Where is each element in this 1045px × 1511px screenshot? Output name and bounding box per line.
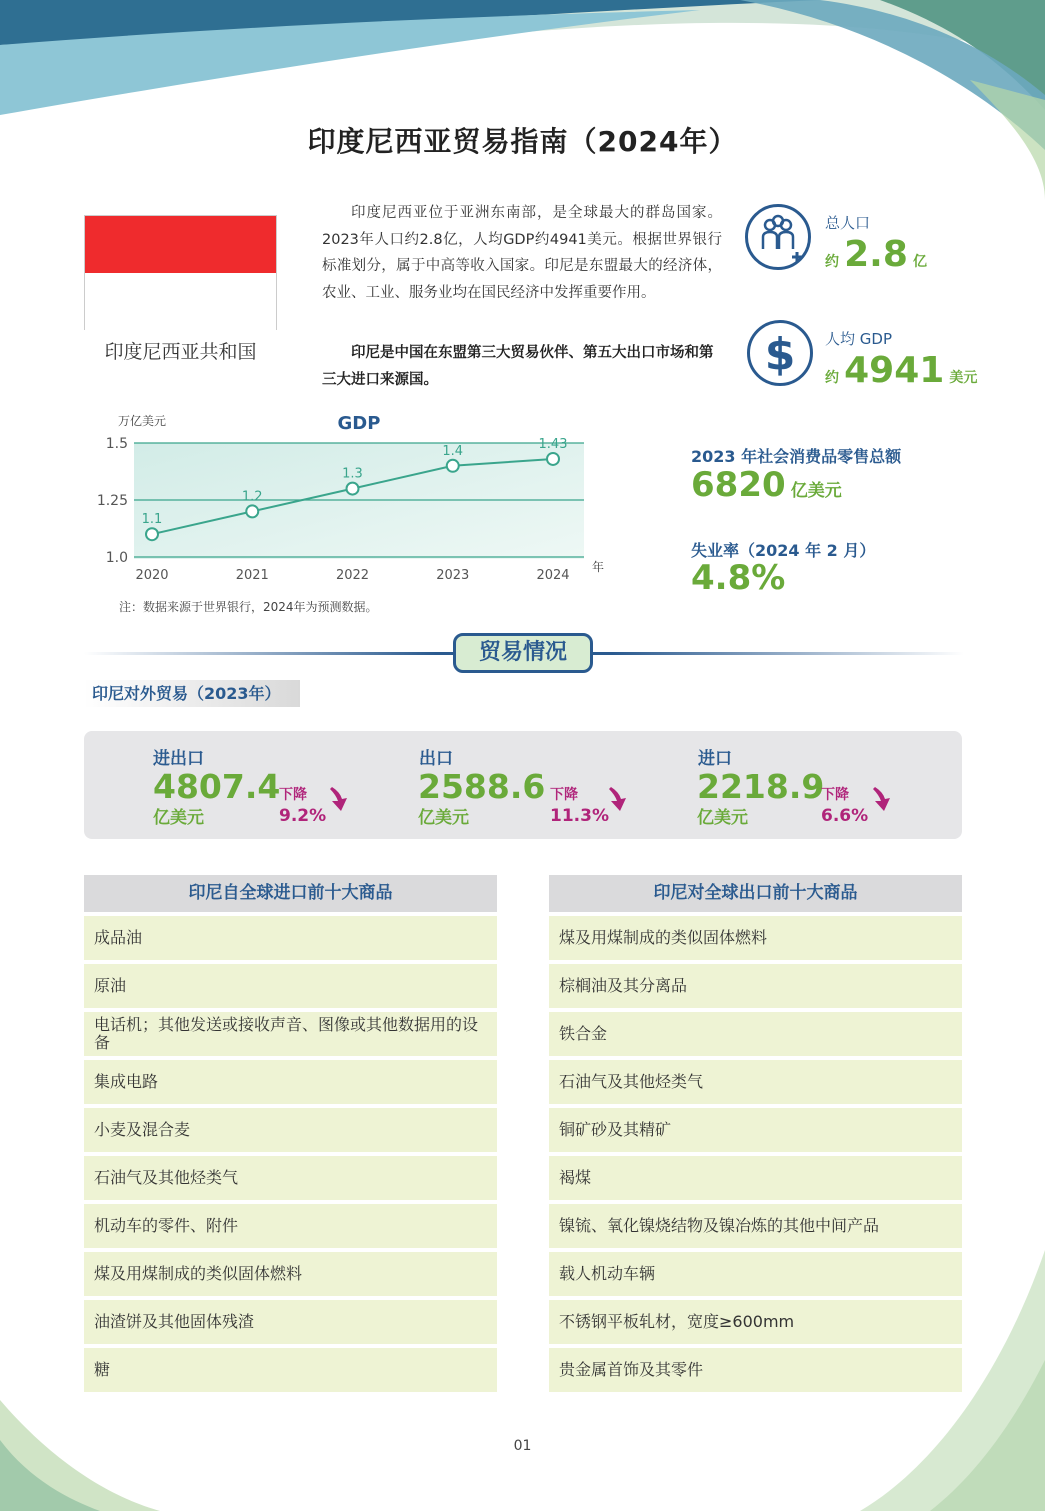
trade-import-change: 6.6% bbox=[821, 806, 869, 826]
chart-xtick-label: 2023 bbox=[436, 568, 470, 583]
population-value-group bbox=[825, 234, 927, 275]
indonesia-flag bbox=[84, 215, 277, 330]
trade-import-label: 进口 bbox=[698, 749, 732, 769]
chart-plot-area bbox=[134, 443, 584, 559]
table-row: 电话机；其他发送或接收声音、图像或其他数据用的设备 bbox=[84, 1012, 497, 1056]
chart-note: 注：数据来源于世界银行，2024年为预测数据。 bbox=[119, 600, 378, 614]
table-row: 铜矿砂及其精矿 bbox=[549, 1108, 962, 1152]
country-name: 印度尼西亚共和国 bbox=[104, 341, 257, 363]
trade-heading: 印尼对外贸易（2023年） bbox=[84, 680, 300, 707]
trade-import-change-label: 下降 bbox=[821, 787, 849, 803]
page-title: 印度尼西亚贸易指南（2024年） bbox=[307, 125, 738, 158]
svg-text:$: $ bbox=[764, 329, 796, 380]
chart-xtick-label: 2021 bbox=[235, 568, 269, 583]
trade-total-value: 4807.4 bbox=[153, 767, 281, 806]
table-row: 棕榈油及其分离品 bbox=[549, 964, 962, 1008]
trade-import-value: 2218.9 bbox=[697, 767, 825, 806]
unemployment-value: 4.8% bbox=[691, 558, 786, 598]
gdp-per-capita-group bbox=[825, 350, 977, 391]
gdp-per-capita-label: 人均 GDP bbox=[825, 330, 892, 348]
intro-highlight: 印尼是中国在东盟第三大贸易伙伴、第五大出口市场和第三大进口来源国。 bbox=[322, 345, 714, 388]
retail-value: 6820 bbox=[691, 465, 786, 505]
table-row: 不锈钢平板轧材，宽度≥600mm bbox=[549, 1300, 962, 1344]
chart-title: GDP bbox=[337, 413, 381, 434]
chart-ylabel: 万亿美元 bbox=[118, 414, 167, 428]
chart-data-point bbox=[547, 453, 559, 465]
chart-ytick-label: 1.25 bbox=[96, 493, 128, 509]
table-row: 石油气及其他烃类气 bbox=[549, 1060, 962, 1104]
table-row: 集成电路 bbox=[84, 1060, 497, 1104]
table-row: 小麦及混合麦 bbox=[84, 1108, 497, 1152]
chart-ytick-label: 1.0 bbox=[105, 550, 128, 566]
trade-total-label: 进出口 bbox=[153, 749, 204, 769]
chart-data-label: 1.43 bbox=[538, 436, 568, 452]
exports-table-title: 印尼对全球出口前十大商品 bbox=[549, 875, 962, 912]
table-row: 煤及用煤制成的类似固体燃料 bbox=[549, 916, 962, 960]
chart-xtick-label: 2024 bbox=[536, 568, 570, 583]
gdp-per-capita-prefix: 约 bbox=[825, 370, 839, 386]
chart-xlabel: 年 bbox=[592, 560, 605, 574]
gdp-per-capita-value: 4941 bbox=[844, 350, 945, 391]
section-title: 贸易情况 bbox=[453, 633, 593, 673]
table-row: 铁合金 bbox=[549, 1012, 962, 1056]
table-row: 镍锍、氧化镍烧结物及镍冶炼的其他中间产品 bbox=[549, 1204, 962, 1248]
retail-group bbox=[691, 465, 842, 505]
trade-total-change-label: 下降 bbox=[279, 787, 307, 803]
table-row: 贵金属首饰及其零件 bbox=[549, 1348, 962, 1392]
chart-xtick-label: 2022 bbox=[335, 568, 370, 583]
trade-total-change: 9.2% bbox=[279, 806, 327, 826]
chart-data-point bbox=[347, 483, 359, 495]
trade-export-unit: 亿美元 bbox=[418, 808, 469, 828]
table-row: 载人机动车辆 bbox=[549, 1252, 962, 1296]
table-row: 煤及用煤制成的类似固体燃料 bbox=[84, 1252, 497, 1296]
table-row: 糖 bbox=[84, 1348, 497, 1392]
table-row: 石油气及其他烃类气 bbox=[84, 1156, 497, 1200]
gdp-chart bbox=[84, 405, 614, 590]
trade-import-unit: 亿美元 bbox=[697, 808, 748, 828]
retail-label: 2023 年社会消费品零售总额 bbox=[691, 447, 902, 466]
chart-data-label: 1.4 bbox=[442, 443, 464, 459]
trade-export-label: 出口 bbox=[419, 749, 453, 769]
chart-data-point bbox=[246, 505, 258, 517]
gdp-per-capita-unit: 美元 bbox=[949, 370, 978, 386]
trade-export-change: 11.3% bbox=[550, 806, 609, 826]
chart-data-label: 1.1 bbox=[141, 512, 163, 528]
chart-data-label: 1.2 bbox=[241, 489, 263, 505]
population-prefix: 约 bbox=[825, 254, 839, 270]
population-unit: 亿 bbox=[912, 254, 927, 270]
exports-table bbox=[549, 875, 962, 1392]
down-arrow-icon bbox=[869, 787, 893, 813]
intro-paragraph: 印度尼西亚位于亚洲东南部，是全球最大的群岛国家。2023年人口约2.8亿，人均GDP约4941美元。根据世界银行标准划分，属于中高等收入国家。印尼是东盟最大的经济体，农业、工业、服务业均在国民经济中发挥重要作用。 bbox=[322, 205, 722, 301]
chart-ytick-label: 1.5 bbox=[105, 436, 128, 452]
table-row: 油渣饼及其他固体残渣 bbox=[84, 1300, 497, 1344]
table-row: 机动车的零件、附件 bbox=[84, 1204, 497, 1248]
unemployment-label: 失业率（2024 年 2 月） bbox=[691, 541, 876, 560]
chart-data-label: 1.3 bbox=[342, 466, 363, 482]
table-row: 原油 bbox=[84, 964, 497, 1008]
trade-export-value: 2588.6 bbox=[418, 767, 546, 806]
population-icon bbox=[745, 204, 811, 270]
table-row: 成品油 bbox=[84, 916, 497, 960]
population-label: 总人口 bbox=[825, 214, 871, 232]
dollar-icon bbox=[747, 320, 813, 386]
population-value: 2.8 bbox=[844, 234, 908, 275]
table-row: 褐煤 bbox=[549, 1156, 962, 1200]
imports-table-title: 印尼自全球进口前十大商品 bbox=[84, 875, 497, 912]
trade-total-unit: 亿美元 bbox=[153, 808, 204, 828]
chart-xtick-label: 2020 bbox=[135, 568, 169, 583]
chart-data-point bbox=[146, 528, 158, 540]
imports-table bbox=[84, 875, 497, 1392]
page-number: 01 bbox=[513, 1438, 532, 1454]
trade-export-change-label: 下降 bbox=[550, 787, 578, 803]
retail-unit: 亿美元 bbox=[790, 481, 842, 501]
down-arrow-icon bbox=[326, 787, 350, 813]
down-arrow-icon bbox=[605, 787, 629, 813]
chart-data-point bbox=[447, 460, 459, 472]
